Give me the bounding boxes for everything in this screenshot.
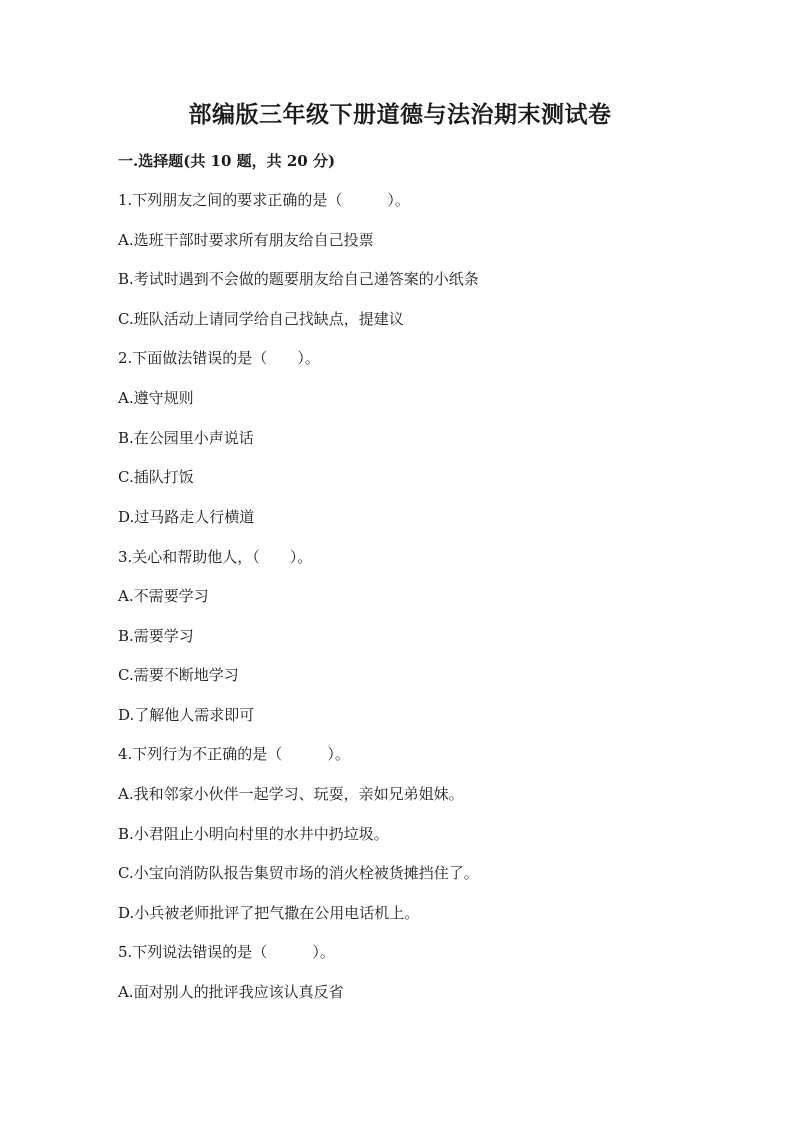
question-5: 5.下列说法错误的是（ ）。 [118,943,335,961]
question-2-option-a: A.遵守规则 [118,389,194,407]
question-4-option-d: D.小兵被老师批评了把气撒在公用电话机上。 [118,904,420,922]
question-3-option-c: C.需要不断地学习 [118,666,239,684]
question-1-option-c: C.班队活动上请同学给自己找缺点，提建议 [118,310,404,328]
question-1-option-b: B.考试时遇到不会做的题要朋友给自己递答案的小纸条 [118,270,479,288]
question-3-option-d: D.了解他人需求即可 [118,706,255,724]
question-3-option-b: B.需要学习 [118,627,194,645]
question-1-option-a: A.选班干部时要求所有朋友给自己投票 [118,231,374,249]
question-3: 3.关心和帮助他人，（ ）。 [118,548,313,566]
question-2: 2.下面做法错误的是（ ）。 [118,349,320,367]
question-4-option-c: C.小宝向消防队报告集贸市场的消火栓被货摊挡住了。 [118,864,479,882]
question-5-option-a: A.面对别人的批评我应该认真反省 [118,983,344,1001]
question-3-option-a: A.不需要学习 [118,587,209,605]
question-2-option-b: B.在公园里小声说话 [118,429,254,447]
question-2-option-c: C.插队打饭 [118,468,194,486]
question-4-option-a: A.我和邻家小伙伴一起学习、玩耍，亲如兄弟姐妹。 [118,785,464,803]
question-4: 4.下列行为不正确的是（ ）。 [118,745,350,763]
question-4-option-b: B.小君阻止小明向村里的水井中扔垃圾。 [118,825,389,843]
question-1: 1.下列朋友之间的要求正确的是（ ）。 [118,191,410,209]
question-2-option-d: D.过马路走人行横道 [118,508,255,526]
section-heading: 一.选择题(共 10 题，共 20 分) [118,152,336,170]
page-title: 部编版三年级下册道德与法治期末测试卷 [188,101,612,128]
